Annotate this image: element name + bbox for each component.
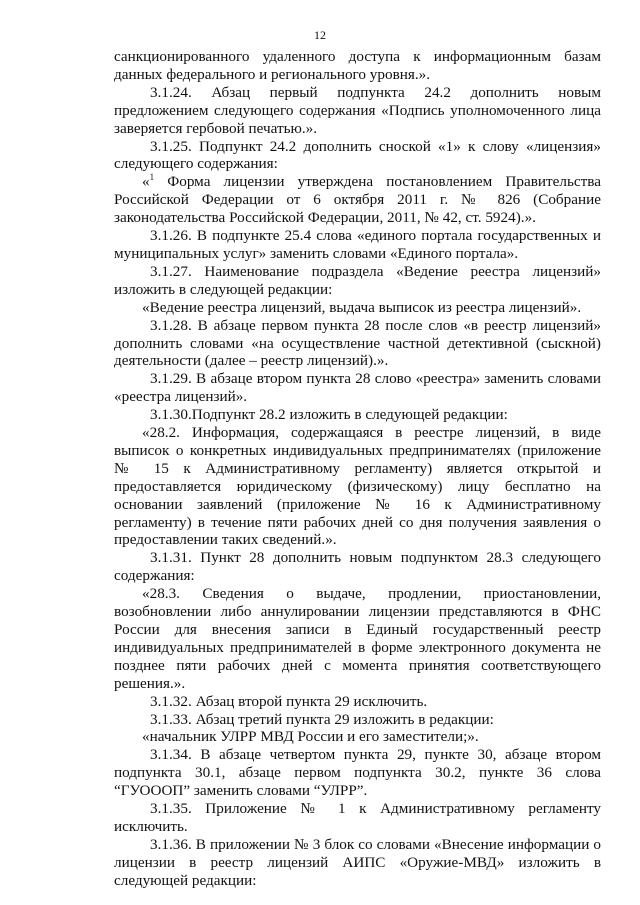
- paragraph: «28.3. Сведения о выдаче, продлении, приостановлении, возобновлении либо аннулировании лицензии представляются в ФНС России для внесения записи в Единый государственный реестр индивидуальных предпринимателей в форме электронного документа не позднее пяти рабочих дней с момента принятия соответствующего решения.».: [114, 585, 601, 692]
- paragraph: 3.1.28. В абзаце первом пункта 28 после слов «в реестр лицензий» дополнить словами «на осуществление частной детективной (сыскной) деятельности (далее – реестр лицензий).».: [114, 316, 601, 370]
- paragraph: 3.1.33. Абзац третий пункта 29 изложить в редакции:: [150, 710, 494, 728]
- page-number: 12: [314, 28, 326, 42]
- paragraph: «28.2. Информация, содержащаяся в реестре лицензий, в виде выписок о конкретных индивидуальных предпринимателях (приложение № 15 к Административному регламенту) является открытой и предоставляется юридическому (физическому) лицу бесплатно на основании заявлений (приложение № 16 к Административному регламенту) в течение пяти рабочих дней со дня получения заявления о предоставлении таких сведений.».: [114, 424, 601, 549]
- paragraph: 3.1.26. В подпункте 25.4 слова «единого портала государственных и муниципальных услуг» заменить словами «Единого портала».: [114, 227, 601, 262]
- footnote-paragraph: [114, 173, 601, 227]
- paragraph: «Ведение реестра лицензий, выдача выписок из реестра лицензий».: [142, 298, 582, 316]
- paragraph: 3.1.29. В абзаце втором пункта 28 слово «реестра» заменить словами «реестра лицензий».: [114, 370, 601, 406]
- footnote-marker: 1: [149, 172, 155, 183]
- paragraph: 3.1.34. В абзаце четвертом пункта 29, пункте 30, абзаце втором подпункта 30.1, абзаце первом подпункта 30.2, пункте 36 слова “ГУОООП” заменить словами “УЛРР”.: [114, 746, 601, 800]
- paragraph: 3.1.24. Абзац первый подпункта 24.2 дополнить новым предложением следующего содержания «Подпись уполномоченного лица заверяется гербовой печатью.».: [114, 83, 601, 137]
- paragraph: 3.1.36. В приложении № 3 блок со словами «Внесение информации о лицензии в реестр лицензий АИПС «Оружие-МВД» изложить в следующей редакции:: [114, 835, 601, 889]
- paragraph: 3.1.31. Пункт 28 дополнить новым подпунктом 28.3 следующего содержания:: [114, 549, 601, 585]
- document-body: [114, 48, 601, 890]
- paragraph: 3.1.27. Наименование подраздела «Ведение реестра лицензий» изложить в следующей редакции:: [114, 262, 601, 298]
- paragraph: 3.1.25. Подпункт 24.2 дополнить сноской «1» к слову «лицензия» следующего содержания:: [114, 137, 601, 173]
- quote-mark: «: [142, 173, 150, 191]
- paragraph: 3.1.32. Абзац второй пункта 29 исключить.: [150, 692, 428, 710]
- paragraph: «начальник УЛРР МВД России и его заместители;».: [142, 728, 479, 746]
- paragraph: санкционированного удаленного доступа к информационным базам данных федерального и регионального уровня.».: [114, 48, 601, 83]
- footnote-text: Форма лицензии утверждена постановлением Правительства Российской Федерации от 6 октября 2011 г. № 826 (Собрание законодательства Российской Федерации, 2011, № 42, ст. 5924).».: [114, 173, 601, 227]
- paragraph: 3.1.35. Приложение № 1 к Административному регламенту исключить.: [114, 800, 601, 835]
- paragraph: 3.1.30.Подпункт 28.2 изложить в следующей редакции:: [150, 406, 508, 424]
